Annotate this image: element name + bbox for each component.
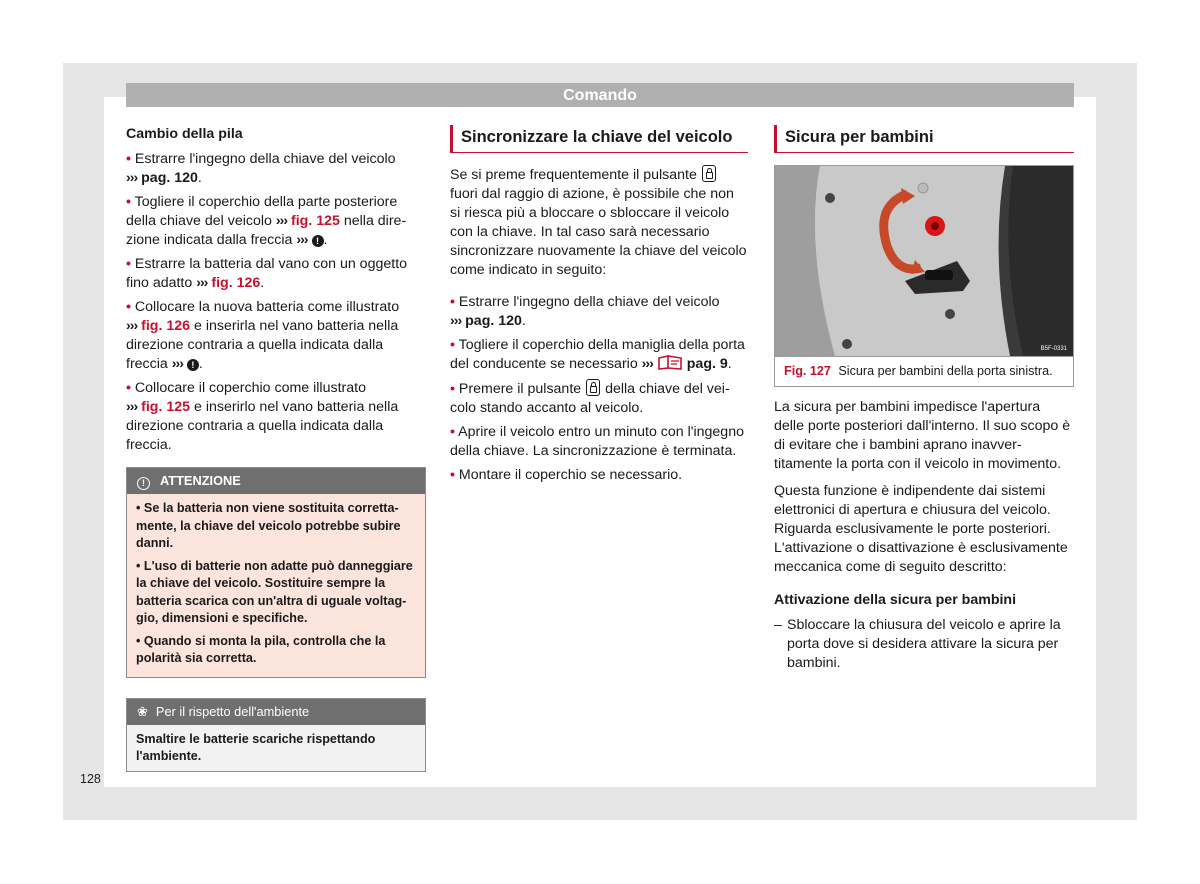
environment-header: ❀ Per il rispetto dell'ambiente bbox=[127, 699, 425, 725]
figure-reference[interactable]: ››› fig. 125 bbox=[275, 213, 340, 229]
column-battery-change bbox=[126, 125, 426, 772]
column-child-lock bbox=[774, 125, 1074, 673]
figure-reference[interactable]: ››› fig. 125 bbox=[126, 399, 191, 415]
warning-item: • Se la batteria non viene sostituita correttamente, la chiave del veicolo potrebbe subire danni. bbox=[136, 501, 401, 550]
warning-box bbox=[126, 467, 426, 678]
intro-paragraph: Se si preme frequentemente il pulsante fuori dal raggio di azione, è possibile che non si riesca più a bloccare o sbloccare il veicolo con la chiave. In tal caso sarà necessario sincronizzare nuovamente la chiave del veicolo come indicato in seguito: bbox=[450, 167, 747, 278]
bullet-dot: • bbox=[126, 151, 131, 167]
paragraph: Questa funzione è indipendente dai sistemi elettronici di apertura e chiusura del veicolo. Riguarda esclusivamente le porte posteriori. L'attivazione o disattivazione è esclusivamente meccanica come di seguito descritto: bbox=[774, 483, 1068, 575]
figure-label: Fig. 127 bbox=[784, 364, 831, 378]
book-reference-icon bbox=[657, 355, 683, 370]
environment-box bbox=[126, 698, 426, 772]
paragraph: La sicura per bambini impedisce l'apertura delle porte posteriori dall'interno. Il suo scopo è di evitare che i bambini aprano inavvertitamente la porta con il veicolo in movimento. bbox=[774, 399, 1071, 472]
lock-key-icon bbox=[586, 379, 600, 396]
exclamation-icon: ! bbox=[187, 359, 199, 371]
warning-body bbox=[127, 494, 425, 677]
section-title-key-sync: Sincronizzare la chiave del veicolo bbox=[450, 125, 748, 153]
child-lock-subheading: Attivazione della sicura per bambini bbox=[774, 592, 1017, 608]
list-item: • Montare il coperchio se necessario. bbox=[450, 467, 683, 483]
environment-body: Smaltire le batterie scariche rispettando l'ambiente. bbox=[136, 731, 376, 763]
figure-reference[interactable]: ››› fig. 126 bbox=[196, 275, 261, 291]
figure-child-lock bbox=[774, 165, 1074, 387]
list-item: • Estrarre l'ingegno della chiave del veicolo ››› pag. 120. bbox=[450, 294, 720, 329]
door-lock-illustration bbox=[775, 166, 1073, 356]
list-item: • Togliere il coperchio della maniglia della porta del conducente se necessario ››› pag. 9. bbox=[450, 337, 745, 372]
warning-item: • L'uso di batterie non adatte può danneggiare la chiave del veicolo. Sostituire sempre la batteria scarica con un'altra di uguale voltaggio, dimensioni e specifiche. bbox=[136, 558, 413, 625]
figure-caption: Fig. 127 Sicura per bambini della porta sinistra. bbox=[775, 356, 1073, 386]
list-item: • Premere il pulsante della chiave del veicolo stando accanto al veicolo. bbox=[450, 381, 730, 416]
warning-reference[interactable]: ››› ! bbox=[172, 356, 199, 372]
battery-heading: Cambio della pila bbox=[126, 126, 243, 142]
list-item: • Estrarre l'ingegno della chiave del veicolo ››› pag. 120. bbox=[126, 151, 396, 186]
column-key-sync bbox=[450, 125, 748, 490]
page-header: Comando bbox=[126, 83, 1074, 107]
exclamation-icon: ! bbox=[312, 235, 324, 247]
section-title-child-lock: Sicura per bambini bbox=[774, 125, 1074, 153]
page-reference[interactable]: ››› pag. 9 bbox=[641, 356, 728, 372]
page-number: 128 bbox=[80, 772, 101, 786]
list-item: • Estrarre la batteria dal vano con un oggetto fino adatto ››› fig. 126. bbox=[126, 256, 408, 291]
page-reference[interactable]: ››› pag. 120 bbox=[450, 313, 522, 329]
warning-reference[interactable]: ››› ! bbox=[296, 232, 323, 248]
warning-item: • Quando si monta la pila, controlla che la polarità sia corretta. bbox=[136, 633, 386, 665]
warning-header: ! ATTENZIONE bbox=[127, 468, 425, 494]
bullet-dot: • bbox=[126, 194, 131, 210]
page-reference[interactable]: ››› pag. 120 bbox=[126, 170, 198, 186]
exclamation-circle-icon: ! bbox=[137, 477, 150, 490]
bullet-dot: • bbox=[126, 299, 131, 315]
list-item: • Aprire il veicolo entro un minuto con l'ingegno della chiave. La sincronizzazione è terminata. bbox=[450, 424, 744, 459]
flower-icon: ❀ bbox=[137, 703, 148, 719]
bullet-dot: • bbox=[126, 380, 131, 396]
list-item: • Collocare il coperchio come illustrato ››› fig. 125 e inserirlo nel vano batteria nella direzione contraria a quella indicata dalla freccia. bbox=[126, 380, 399, 453]
list-item: • Collocare la nuova batteria come illustrato ››› fig. 126 e inserirla nel vano batteria nella direzione contraria a quella indicata dalla freccia ››› ! . bbox=[126, 299, 400, 372]
figure-reference[interactable]: ››› fig. 126 bbox=[126, 318, 191, 334]
lock-key-icon bbox=[702, 165, 716, 182]
bullet-dot: • bbox=[126, 256, 131, 272]
list-item: – Sbloccare la chiusura del veicolo e aprire la porta dove si desidera attivare la sicura per bambini. bbox=[774, 617, 1061, 671]
figure-code: B5F-0331 bbox=[1040, 346, 1067, 352]
list-item: • Togliere il coperchio della parte posteriore della chiave del veicolo ››› fig. 125 nella direzione indicata dalla freccia ››› ! . bbox=[126, 194, 407, 248]
